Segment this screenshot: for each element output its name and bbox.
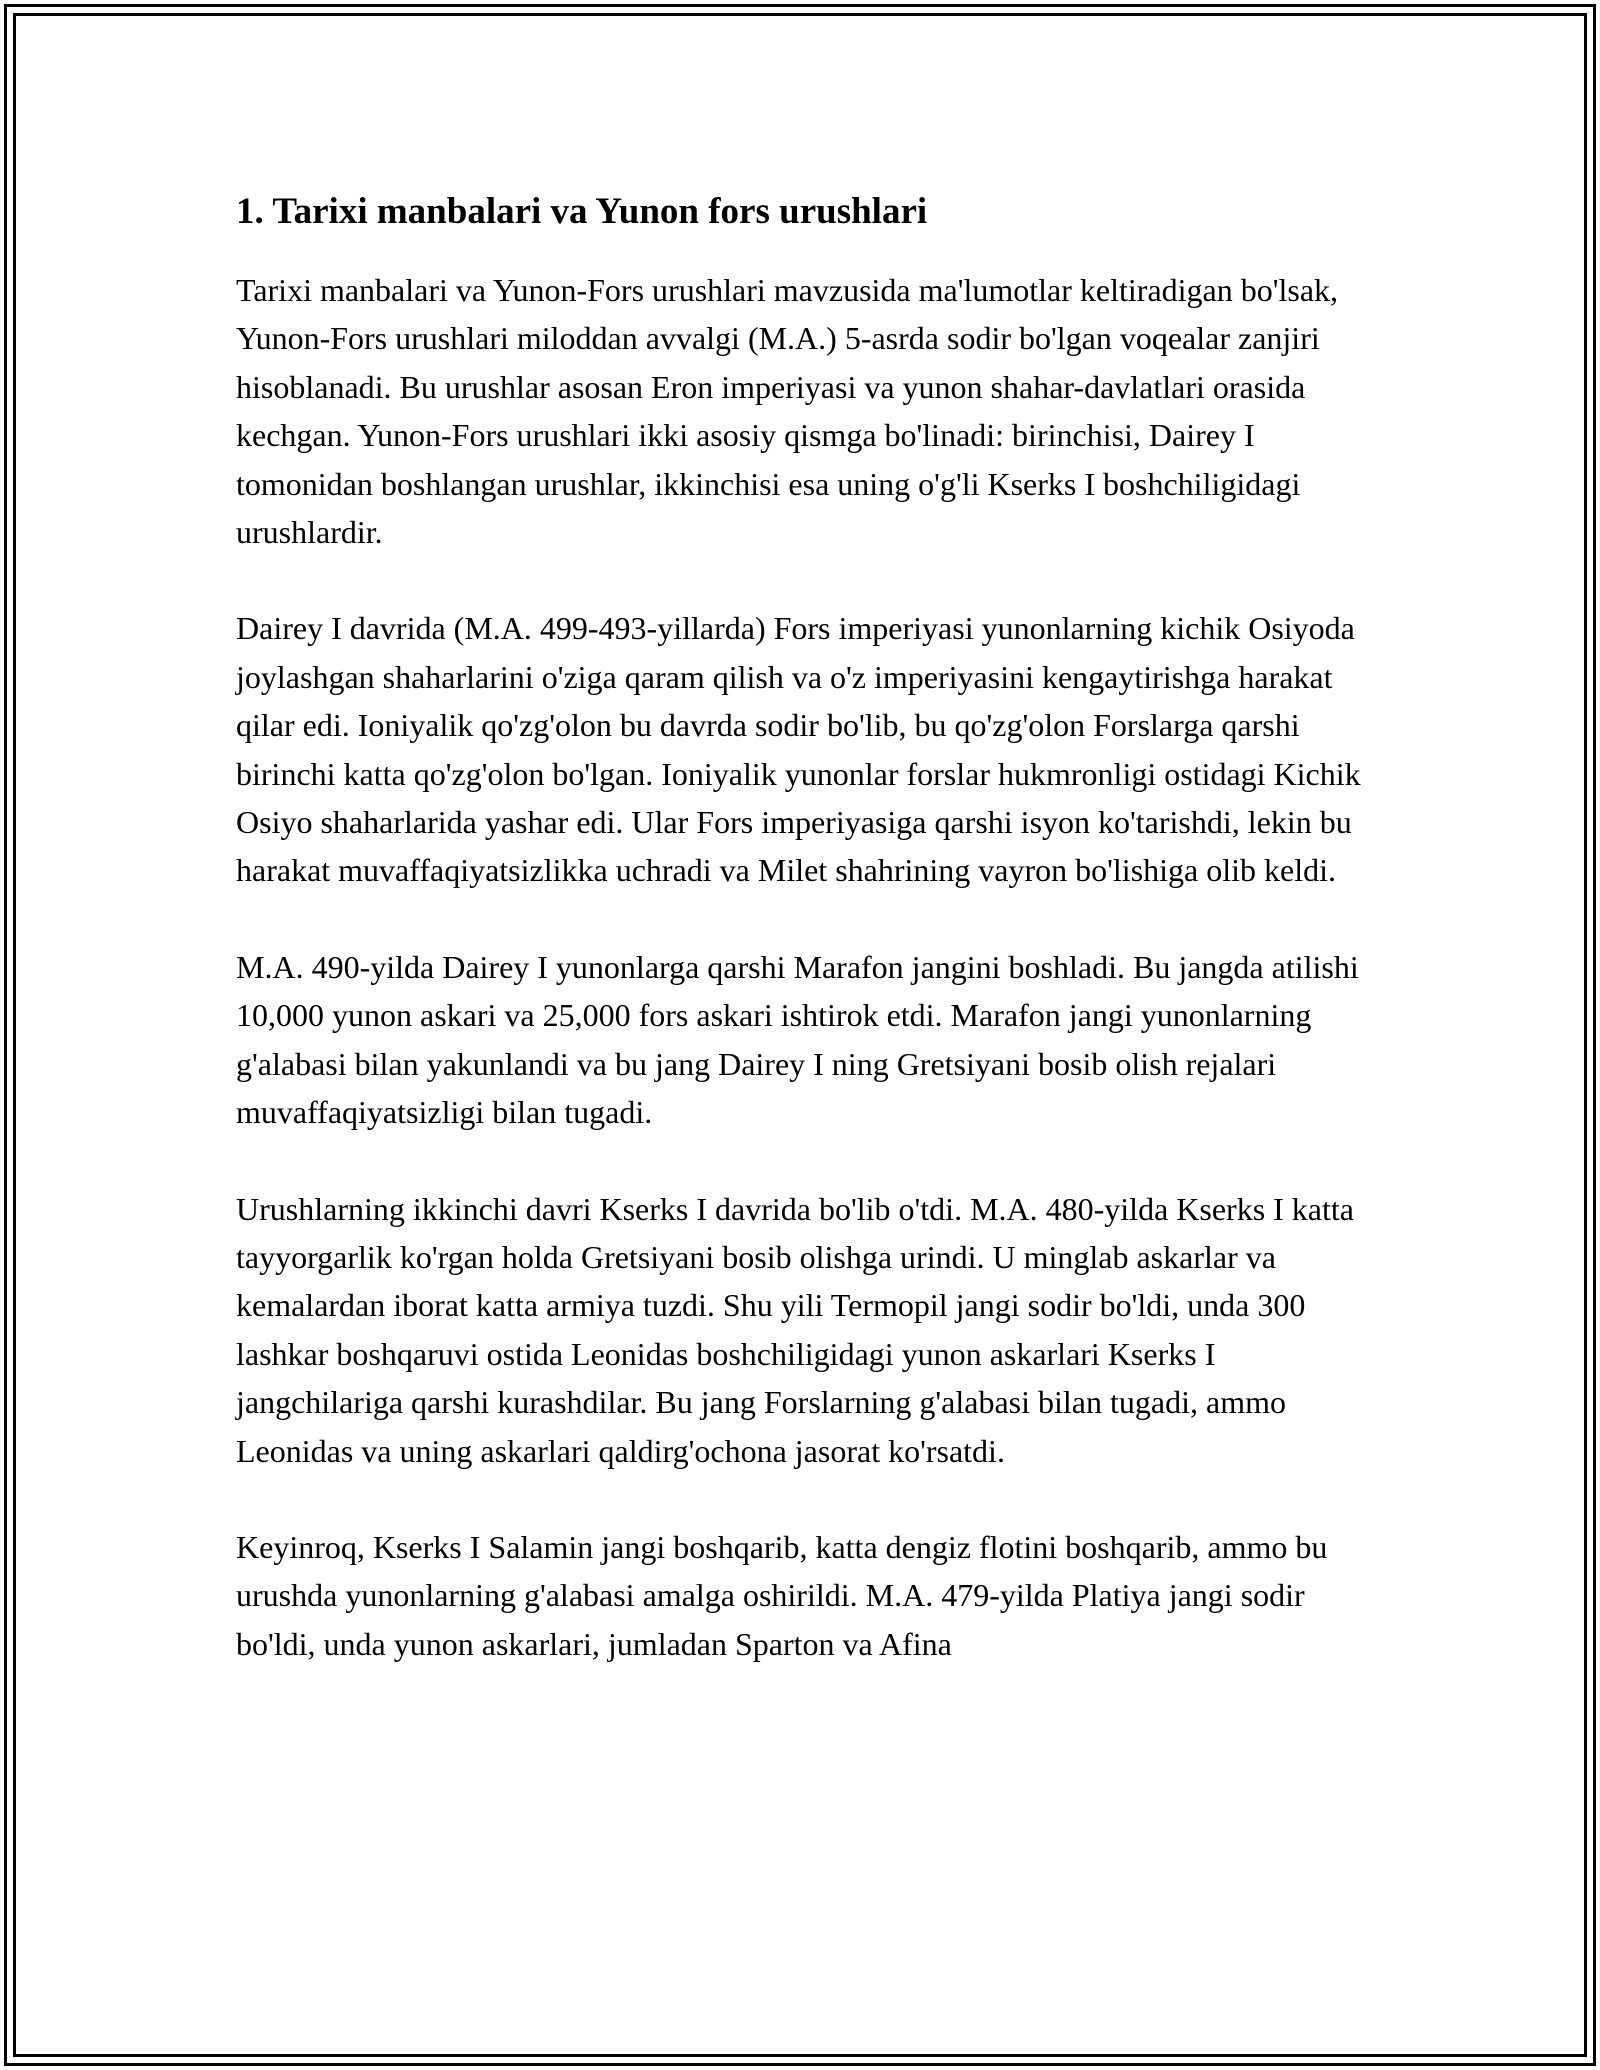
paragraph-salamin: Keyinroq, Kserks I Salamin jangi boshqarib, katta dengiz flotini boshqarib, ammo bu urushda yunonlarning g'alabasi amalga oshirildi. M.A. 479-yilda Platiya jangi sodir bo'ldi, unda yunon askarlari, jumladan Sparton va Afina xyxy=(236,1528,1328,1662)
paragraph-dairey: Dairey I davrida (M.A. 499-493-yillarda) Fors imperiyasi yunonlarning kichik Osiyoda joylashgan shaharlarini o'ziga qaram qilish va o'z imperiyasini kengaytirishga harakat qilar edi. Ioniyalik qo'zg'olon bu davrda sodir bo'lib, bu qo'zg'olon Forslarga qarshi birinchi katta qo'zg'olon bo'lgan. Ioniyalik yunonlar forslar hukmronligi ostidagi Kichik Osiyo shaharlarida yashar edi. Ular Fors imperiyasiga qarshi isyon ko'tarishdi, lekin bu harakat muvaffaqiyatsizlikka uchradi va Milet shahrining vayron bo'lishiga olib keldi. xyxy=(236,610,1361,889)
paragraph-kserks: Urushlarning ikkinchi davri Kserks I davrida bo'lib o'tdi. M.A. 480-yilda Kserks I katta tayyorgarlik ko'rgan holda Gretsiyani bosib olishga urindi. U minglab askarlar va kemalardan iborat katta armiya tuzdi. Shu yili Termopil jangi sodir bo'ldi, unda 300 lashkar boshqaruvi ostida Leonidas boshchiligidagi yunon askarlari Kserks I jangchilariga qarshi kurashdilar. Bu jang Forslarning g'alabasi bilan tugadi, ammo Leonidas va uning askarlari qaldirg'ochona jasorat ko'rsatdi. xyxy=(236,1190,1354,1469)
document-body xyxy=(236,188,1376,1716)
section-heading: 1. Tarixi manbalari va Yunon fors urushlari xyxy=(236,191,928,232)
paragraph-intro: Tarixi manbalari va Yunon-Fors urushlari mavzusida ma'lumotlar keltiradigan bo'lsak, Yunon-Fors urushlari miloddan avvalgi (M.A.) 5-asrda sodir bo'lgan voqealar zanjiri hisoblanadi. Bu urushlar asosan Eron imperiyasi va yunon shahar-davlatlari orasida kechgan. Yunon-Fors urushlari ikki asosiy qismga bo'linadi: birinchisi, Dairey I tomonidan boshlangan urushlar, ikkinchisi esa uning o'g'li Kserks I boshchiligidagi urushlardir. xyxy=(236,272,1339,551)
paragraph-marafon: M.A. 490-yilda Dairey I yunonlarga qarshi Marafon jangini boshladi. Bu jangda atilishi 10,000 yunon askari va 25,000 fors askari ishtirok etdi. Marafon jangi yunonlarning g'alabasi bilan yakunlandi va bu jang Dairey I ning Gretsiyani bosib olish rejalari muvaffaqiyatsizligi bilan tugadi. xyxy=(236,948,1359,1131)
